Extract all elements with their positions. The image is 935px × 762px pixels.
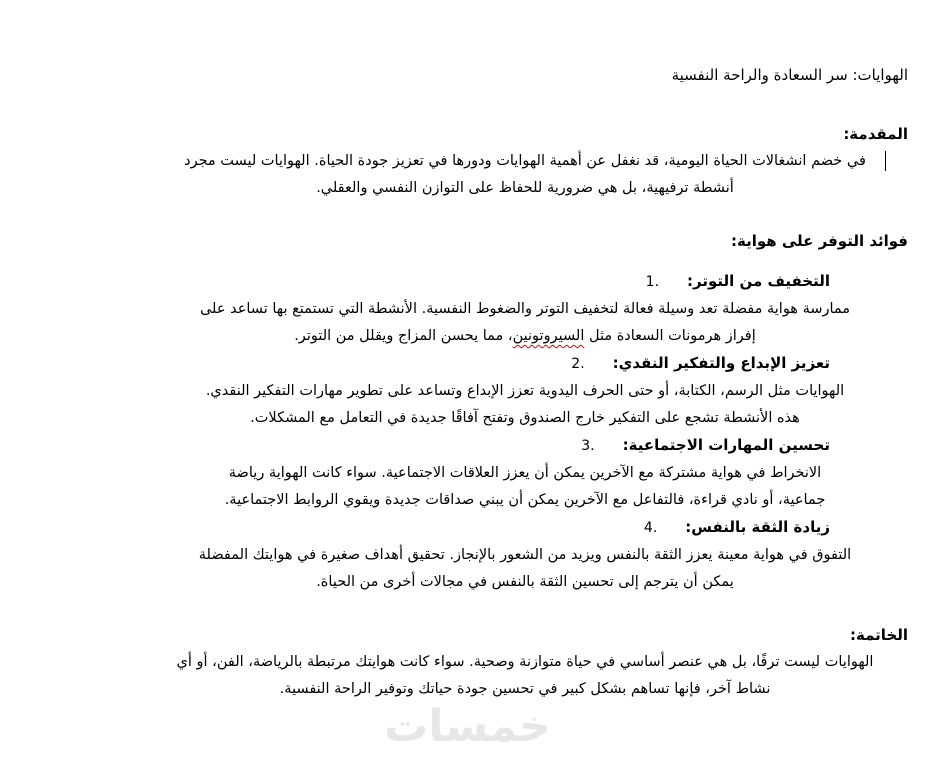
document-line[interactable]: إفراز هرمونات السعادة مثل السيروتونين، مما يحسن المزاج ويقلل من التوتر. [294,328,756,344]
paragraph-spacer [142,89,908,121]
section-heading[interactable]: الخاتمة: [849,626,908,644]
list-item-heading[interactable] [142,350,908,378]
document-title[interactable]: الهوايات: سر السعادة والراحة النفسية [671,66,908,84]
misspelled-word[interactable]: السيروتونين [512,328,585,344]
document-line[interactable]: الهوايات مثل الرسم، الكتابة، أو حتى الحرف اليدوية تعزز الإبداع وتساعد على تطوير مهارات التفكير النقدي. [205,383,845,399]
document-line[interactable]: جماعية، أو نادي قراءة، فالتفاعل مع الآخرين يمكن أن يبني صداقات جديدة ويقوي الروابط الاجتماعية. [224,492,826,508]
paragraph-spacer [142,255,908,268]
list-number: 3. [581,438,595,454]
list-item-heading[interactable] [142,268,908,296]
document-content [142,62,908,703]
document-line[interactable]: نشاط آخر، فإنها تساهم بشكل كبير في تحسين جودة حياتك وتوفير الراحة النفسية. [279,681,771,697]
document-line[interactable]: التفوق في هواية معينة يعزز الثقة بالنفس ويزيد من الشعور بالإنجاز. تحقيق أهداف صغيرة في هوايتك المفضلة [198,547,852,563]
paragraph-spacer [142,202,908,228]
list-number: 1. [645,274,660,290]
list-item-heading[interactable] [142,432,908,460]
document-line[interactable]: ممارسة هواية مفضلة تعد وسيلة فعالة لتخفيف التوتر والضغوط النفسية. الأنشطة التي تستمتع بها تساعد على [199,301,851,317]
list-item-title: تعزيز الإبداع والتفكير النقدي: [612,354,830,372]
paragraph-spacer [142,596,908,622]
document-line[interactable]: هذه الأنشطة تشجع على التفكير خارج الصندوق وتفتح آفاقًا جديدة في التعامل مع المشكلات. [250,410,800,426]
list-item-title: زيادة الثقة بالنفس: [685,518,830,536]
list-item-heading[interactable] [142,514,908,542]
khamsat-watermark: خمسات [384,701,551,752]
list-number: 2. [571,356,585,372]
document-line[interactable]: الانخراط في هواية مشتركة مع الآخرين يمكن أن يعزز العلاقات الاجتماعية. سواء كانت الهواية رياضة [228,465,822,481]
list-item-title: التخفيف من التوتر: [687,272,830,290]
document-line[interactable]: الهوايات ليست ترفًا، بل هي عنصر أساسي في حياة متوازنة وصحية. سواء كانت هوايتك مرتبطة بالرياضة، الفن، أو أي [176,654,874,670]
section-heading[interactable]: المقدمة: [843,125,908,143]
section-heading[interactable]: فوائد التوفر على هواية: [730,232,908,250]
list-item-title: تحسين المهارات الاجتماعية: [622,436,830,454]
document-line[interactable]: في خضم انشغالات الحياة اليومية، قد نغفل عن أهمية الهوايات ودورها في تعزيز جودة الحياة. الهوايات ليست مجرد [142,148,908,175]
document-line[interactable]: يمكن أن يترجم إلى تحسين الثقة بالنفس في مجالات أخرى من الحياة. [316,574,734,590]
list-number: 4. [643,520,658,536]
document-line[interactable]: أنشطة ترفيهية، بل هي ضرورية للحفاظ على التوازن النفسي والعقلي. [316,180,734,196]
text-cursor [885,151,887,171]
